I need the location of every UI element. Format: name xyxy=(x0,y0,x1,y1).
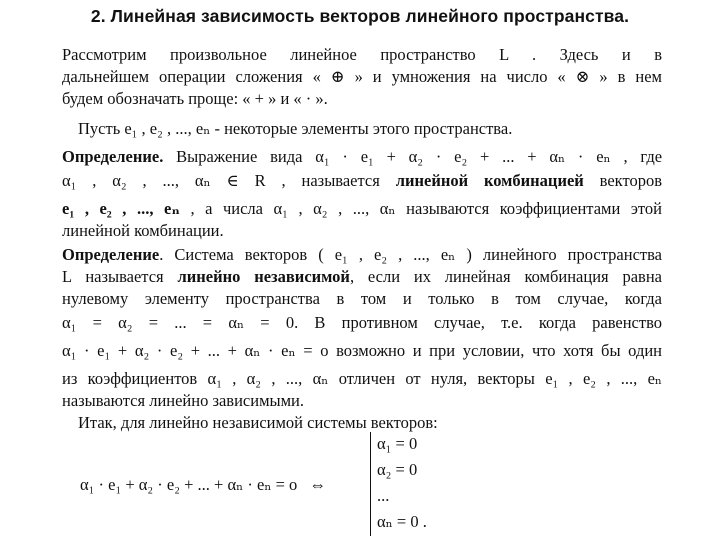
def2-line1-b: линейного пространства xyxy=(482,245,662,264)
para1-line3: будем обозначать проще: « + » и « · ». xyxy=(62,89,328,108)
def2-line4 xyxy=(62,312,662,334)
def2-line3: нулевому элементу пространства в том и только в том случае, когда xyxy=(62,289,662,308)
def1-line4: линейной комбинации. xyxy=(62,221,224,240)
system-row-3: ... xyxy=(377,486,390,505)
def2-heading: Определение xyxy=(62,245,160,264)
system-row-4: αₙ = 0 . xyxy=(377,512,427,531)
def2-zero-coeffs: α₁ = α₂ = ... = αₙ = 0. xyxy=(62,313,299,332)
def1-heading: Определение. xyxy=(62,147,164,166)
def1-line2-text: называется xyxy=(301,171,380,190)
def2-line1-a: . Система векторов xyxy=(159,245,308,264)
def2-line6 xyxy=(62,368,662,390)
def1-coeffs: α₁ , α₂ , ..., αₙ xyxy=(273,199,396,218)
def2-line2-b: , если их линейная комбинация равна xyxy=(349,267,662,286)
def2-line5 xyxy=(62,340,662,362)
def1-coeff-set: α₁ , α₂ , ..., αₙ ∈ R , xyxy=(62,171,286,190)
def2-line4-text: В противном случае, т.е. когда равенство xyxy=(314,313,663,332)
def1-line2-end: векторов xyxy=(599,171,663,190)
def2-term: линейно независимой xyxy=(177,267,350,286)
def2-equation: α₁ · e₁ + α₂ · e₂ + ... + αₙ · eₙ = o xyxy=(62,341,329,360)
def2-vectors: ( e₁ , e₂ , ..., eₙ ) xyxy=(318,245,472,264)
def1-text-b: где xyxy=(640,147,663,166)
coefficient-system xyxy=(370,432,471,536)
def2-line1 xyxy=(62,244,662,266)
final-formula: α₁ · e₁ + α₂ · e₂ + ... + αₙ · eₙ = o xyxy=(80,475,298,494)
system-row-2: α₂ = 0 xyxy=(377,460,418,479)
def1-vectors: e₁ , e₂ , ..., eₙ xyxy=(62,199,180,218)
para1-line1: Рассмотрим произвольное линейное пространство L . Здесь и в xyxy=(62,45,662,64)
final-formula-line xyxy=(80,474,370,496)
def1-line3-mid: , а числа xyxy=(190,199,263,218)
def2-line2-a: L называется xyxy=(62,267,164,286)
def1-line2 xyxy=(62,170,662,192)
def1-line3 xyxy=(62,198,662,220)
system-row-1: α₁ = 0 xyxy=(377,434,418,453)
let-line: Пусть e₁ , e₂ , ..., eₙ - некоторые элементы этого пространства. xyxy=(78,119,513,138)
para1-line2: дальнейшем операции сложения « ⊕ » и умножения на число « ⊗ » в нем xyxy=(62,67,662,86)
def2-line6-a: из коэффициентов xyxy=(62,369,198,388)
conclusion: Итак, для линейно независимой системы векторов: xyxy=(78,413,438,432)
def2-line2 xyxy=(62,266,662,288)
def2-vectors-end: e₁ , e₂ , ..., eₙ xyxy=(545,369,663,388)
def1-term: линейной комбинацией xyxy=(395,171,584,190)
def1-line1 xyxy=(62,146,662,168)
def1-text-a: Выражение вида xyxy=(176,147,303,166)
page-title: 2. Линейная зависимость векторов линейного пространства. xyxy=(90,6,630,26)
def2-coeffs: α₁ , α₂ , ..., αₙ xyxy=(207,369,329,388)
def2-line7: называются линейно зависимыми. xyxy=(62,391,305,410)
def2-line6-b: отличен от нуля, векторы xyxy=(338,369,535,388)
equivalence-icon: ⇔ xyxy=(309,475,326,494)
def2-line5-text: возможно и при условии, что хотя бы один xyxy=(336,341,662,360)
def1-line3-end: называются коэффициентами этой xyxy=(406,199,663,218)
def1-formula: α₁ · e₁ + α₂ · e₂ + ... + αₙ · eₙ , xyxy=(315,147,628,166)
